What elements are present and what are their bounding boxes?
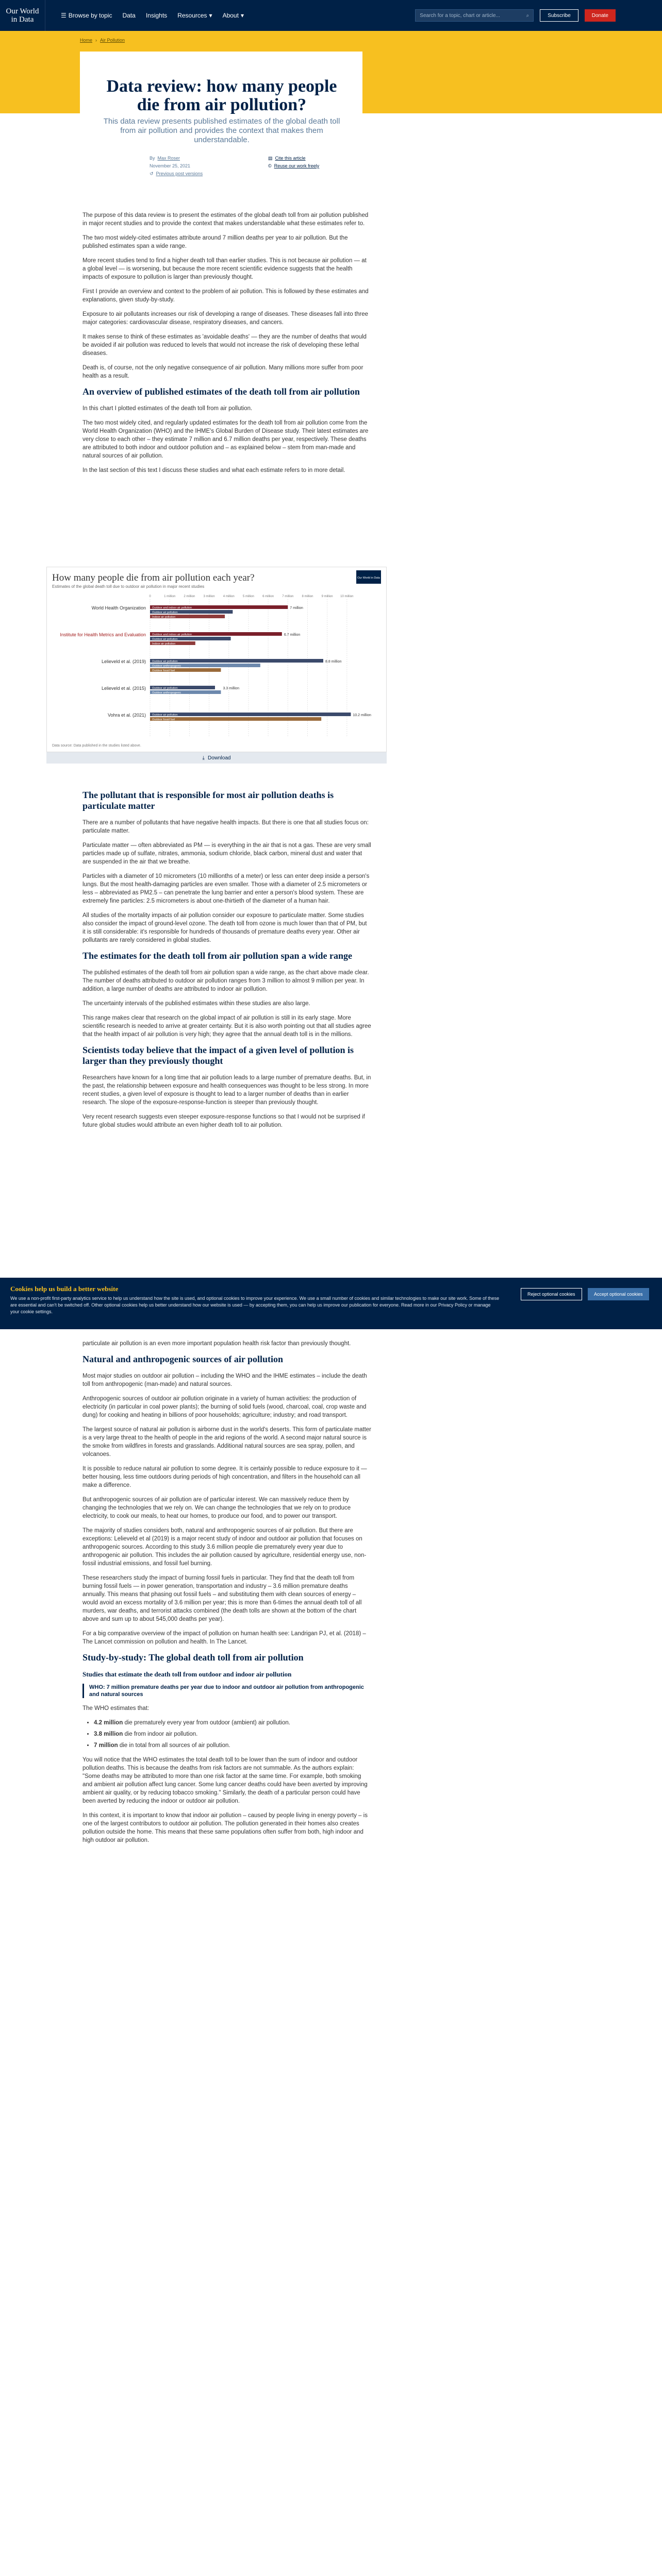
history-icon: ↺ bbox=[150, 171, 154, 176]
series-label: Outdoor and indoor air pollution bbox=[152, 606, 192, 609]
list-item-text: die from indoor air pollution. bbox=[123, 1731, 198, 1737]
tick-label: 0 bbox=[149, 595, 151, 598]
series-label: Outdoor air pollution bbox=[152, 714, 178, 717]
who-estimates-list bbox=[94, 1719, 371, 1750]
value-label: 8.8 million bbox=[325, 660, 342, 664]
nav-link-label: Browse by topic bbox=[68, 12, 112, 19]
value-label: 6.7 million bbox=[284, 633, 301, 637]
page-title: Data review: how many people die from air pollution? bbox=[106, 77, 337, 114]
series-label: Outdoor air pollution bbox=[152, 687, 178, 690]
article-actions bbox=[268, 155, 319, 170]
tick-label: 6 million bbox=[262, 595, 274, 598]
tick-label: 7 million bbox=[282, 595, 294, 598]
paragraph: It is possible to reduce natural air pollution to some degree. It is certainly possible to reduce exposure to it — better housing, less time outdoors during periods of high concentration, and filters in the household can all make a difference. bbox=[82, 1466, 367, 1488]
cookie-banner bbox=[0, 1278, 662, 1329]
series-label: Indoor air pollution bbox=[152, 642, 176, 646]
paragraph: In the last section of this text I discuss these studies and what each estimate refers to in more detail. bbox=[82, 467, 345, 473]
list-item-value: 7 million bbox=[94, 1742, 118, 1749]
paragraph: All studies of the mortality impacts of air pollution consider our exposure to particulate matter. Some studies also consider the impact of ground-level ozone. The death toll from ozone is much lower than that of PM, but it is still considerable: it's responsible for hundreds of thousands of premature deaths every year. Other air pollutants are rarely considered in global studies. bbox=[82, 912, 367, 943]
subsection-heading: Studies that estimate the death toll from outdoor and indoor air pollution bbox=[82, 1670, 292, 1678]
paragraph: In this context, it is important to know that indoor air pollution – caused by people living in energy poverty – is one of the largest contributors to outdoor air pollution. The pollution generated in their homes also creates pollution outside the home. This means that these same populations often suffer from both, high indoor and high outdoor air pollution. bbox=[82, 1812, 368, 1843]
tick-label: 9 million bbox=[321, 595, 333, 598]
tick-label: 8 million bbox=[302, 595, 313, 598]
paragraph: But anthropogenic sources of air pollution are of particular interest. We can massively reduce them by changing the technologies that we rely on. We can change the technologies that we rely on to produce electricity, to cook our meals, to heat our homes, to produce our food, and to power our transport. bbox=[82, 1497, 351, 1519]
search-icon: ⌕ bbox=[526, 12, 529, 19]
logo-line-2: in Data bbox=[11, 15, 34, 24]
reject-cookies-button[interactable]: Reject optional cookies bbox=[521, 1288, 582, 1300]
nav-insights[interactable]: Insights bbox=[145, 12, 168, 19]
article-meta bbox=[150, 155, 203, 178]
breadcrumb-topic[interactable]: Air Pollution bbox=[100, 38, 125, 43]
chart-categories bbox=[60, 605, 146, 718]
nav-resources[interactable] bbox=[177, 12, 212, 19]
section-heading: The estimates for the death toll from air pollution span a wide range bbox=[82, 951, 352, 961]
series-label: Outdoor anthropogenic bbox=[152, 665, 181, 668]
paragraph: The two most widely-cited estimates attribute around 7 million deaths per year to air pollution. But the published estimates span a wide range. bbox=[82, 235, 348, 249]
chart-canvas bbox=[47, 567, 386, 752]
paragraph: Researchers have known for a long time that air pollution leads to a large number of premature deaths. But, in the past, the relationship between exposure and health consequences was thought to be less strong. In more recent studies, a given level of exposure is thought to lead to a larger number of deaths than in earlier research. The slope of the exposure-response-function is steeper than previously thought. bbox=[82, 1075, 371, 1106]
death-toll-chart[interactable] bbox=[46, 567, 387, 752]
section-heading: An overview of published estimates of the death toll from air pollution bbox=[82, 386, 360, 397]
nav-browse-by-topic[interactable] bbox=[61, 12, 112, 19]
list-item-text: die prematurely every year from outdoor (ambient) air pollution. bbox=[123, 1720, 290, 1726]
paragraph: First I provide an overview and context to the problem of air pollution. This is followed by these estimates and explanations, given study-by-study. bbox=[82, 289, 369, 303]
top-navigation bbox=[0, 0, 662, 31]
page-subtitle: This data review presents published estimates of the global death toll from air pollution and provides the context that makes them understandable. bbox=[103, 117, 340, 144]
accept-cookies-button[interactable]: Accept optional cookies bbox=[588, 1288, 649, 1300]
value-label: 7 million bbox=[290, 606, 303, 610]
breadcrumb-separator: › bbox=[95, 38, 97, 43]
category-label: Lelieveld et al. (2019) bbox=[101, 659, 146, 664]
search-placeholder: Search for a topic, chart or article... bbox=[420, 12, 500, 19]
category-label: Institute for Health Metrics and Evaluation bbox=[60, 632, 146, 637]
nav-links bbox=[61, 12, 244, 19]
paragraph: For a big comparative overview of the impact of pollution on human health see: Landrigan PJ, et al. (2018) – The Lancet commission on pollution and health. In The Lancet. bbox=[82, 1631, 366, 1645]
by-label: By bbox=[150, 156, 155, 161]
section-heading: Natural and anthropogenic sources of air pollution bbox=[82, 1354, 284, 1364]
author-line bbox=[150, 155, 203, 162]
previous-versions-label: Previous post versions bbox=[156, 171, 203, 176]
series-label: Outdoor fossil fuel bbox=[152, 669, 175, 672]
owid-chart-logo: Our World in Data bbox=[357, 577, 380, 580]
tick-label: 1 million bbox=[164, 595, 176, 598]
tick-label: 2 million bbox=[184, 595, 195, 598]
search-input[interactable] bbox=[415, 9, 534, 22]
paragraph: You will notice that the WHO estimates the total death toll to be lower than the sum of indoor and outdoor pollution deaths. This is because the deaths from risk factors are not summable. As the authors explain: "Some deaths may be attributed to more than one risk factor at the same time. For example, both smoking and ambient air pollution affect lung cancer. Some lung cancer deaths could have been averted by improving ambient air quality, or by reducing tobacco smoking." Similarly, the death of a particular person could have been averted by reducing the indoor or outdoor air pollution. bbox=[82, 1757, 368, 1804]
series-label: Outdoor and indoor air pollution bbox=[152, 633, 192, 636]
category-label: World Health Organization bbox=[91, 605, 146, 611]
list-item bbox=[94, 1719, 371, 1727]
download-icon: ⤓ bbox=[202, 755, 205, 761]
paragraph: Exposure to air pollutants increases our risk of developing a range of diseases. These diseases fall into three major categories: cardiovascular disease, respiratory diseases, and cancers. bbox=[82, 311, 369, 326]
tick-label: 10 million bbox=[340, 595, 354, 598]
previous-versions-link[interactable] bbox=[150, 170, 203, 178]
paragraph: Particulate matter — often abbreviated as PM — is everything in the air that is not a gas. These are very small particles made up of sulfate, nitrates, ammonia, sodium chloride, black carbon, mineral dust and water that are suspended in the air that we breathe. bbox=[82, 842, 371, 865]
value-label: 3.3 million bbox=[223, 687, 239, 690]
breadcrumb bbox=[80, 38, 125, 43]
logo-line-1: Our World bbox=[6, 7, 39, 15]
tick-label: 5 million bbox=[242, 595, 254, 598]
reuse-label: Reuse our work freely bbox=[274, 163, 320, 168]
series-label: Outdoor anthropogenic bbox=[152, 691, 181, 694]
paragraph: The WHO estimates that: bbox=[82, 1705, 150, 1711]
series-label: Outdoor fossil fuel bbox=[152, 718, 175, 721]
nav-about[interactable] bbox=[223, 12, 244, 19]
chart-source: Data source: Data published in the studies listed above. bbox=[52, 744, 141, 748]
paragraph: Most major studies on outdoor air pollution – including the WHO and the IHME estimates – include the death toll from anthropogenic (man-made) and natural sources. bbox=[82, 1373, 367, 1387]
nav-data[interactable]: Data bbox=[122, 12, 136, 19]
category-label: Lelieveld et al. (2015) bbox=[101, 686, 146, 691]
tick-label: 4 million bbox=[223, 595, 235, 598]
cookie-title: Cookies help us build a better website bbox=[10, 1285, 119, 1293]
chart-title: How many people die from air pollution each year? bbox=[52, 572, 255, 583]
section-heading: Scientists today believe that the impact of a given level of pollution is larger than they previously thought bbox=[82, 1045, 354, 1066]
chevron-down-icon: ▾ bbox=[209, 12, 212, 19]
publish-date: November 25, 2021 bbox=[150, 163, 191, 168]
cite-label: Cite this article bbox=[275, 156, 306, 161]
paragraph: Very recent research suggests even steeper exposure-response functions so that I would not be surprised if future global studies would attribute an even higher death toll to air pollution. bbox=[82, 1114, 365, 1128]
paragraph: There are a number of pollutants that have negative health impacts. But there is one that all studies focus on: particulate matter. bbox=[82, 820, 369, 834]
paragraph: The uncertainty intervals of the published estimates within these studies are also large. bbox=[82, 1001, 310, 1007]
section-heading: The pollutant that is responsible for most air pollution deaths is particulate matter bbox=[82, 790, 334, 811]
section-heading: Study-by-study: The global death toll from air pollution bbox=[82, 1652, 304, 1663]
paragraph: The published estimates of the death toll from air pollution span a wide range, as the chart above made clear. The number of deaths attributed to outdoor air pollution ranges from 3 million to almost 9 million per year. In addition, a large number of deaths are attributed to indoor air pollution. bbox=[82, 970, 369, 992]
paragraph: particulate air pollution is an even more important population health risk factor than previously thought. bbox=[82, 1341, 351, 1347]
intro-section bbox=[82, 211, 371, 481]
paragraph: The purpose of this data review is to present the estimates of the global death toll from air pollution published in major recent studies and to provide the context that makes understandable what these estimates refer to. bbox=[82, 212, 369, 227]
later-sections bbox=[82, 1340, 371, 1851]
series-label: Outdoor air pollution bbox=[152, 638, 178, 641]
paragraph: The largest source of natural air pollution is airborne dust in the world's deserts. This form of particulate matter is a very large threat to the health of people in the arid regions of the world. A second major natural source is the smoke from wildfires in forests and grasslands. Additional natural sources are sea spray, pollen, and volcanoes. bbox=[82, 1427, 371, 1458]
nav-link-label: About bbox=[222, 12, 239, 19]
nav-link-label: Resources bbox=[177, 12, 207, 19]
cookie-text: We use a non-profit first-party analytics service to help us understand how the site is used, and optional cookies to improve your experience. We use a small number of cookies and similar technologies to make our site work. Some of these are essential and can't be switched off. Other optional cookies help us better understand how our website is used — by accepting them, you can help us improve our publication for everyone. Read more in our Privacy Policy or manage your cookie settings. bbox=[10, 1296, 500, 1314]
list-item-value: 3.8 million bbox=[94, 1731, 123, 1737]
list-item bbox=[94, 1741, 371, 1750]
main-sections bbox=[82, 786, 371, 1136]
key-finding: WHO: 7 million premature deaths per year due to indoor and outdoor air pollution from anthropogenic and natural sources bbox=[82, 1684, 371, 1698]
chevron-down-icon: ▾ bbox=[240, 12, 244, 19]
paragraph: Particles with a diameter of 10 micrometers (10 millionths of a meter) or less can enter deep inside a person's lungs. But the most health-damaging particles are even smaller. Those with a diameter of 2.5 micrometers or less – abbreviated as PM2.5 – can penetrate the lung barrier and enter a person's blood system. These are extremely fine particles: 2.5 micrometers is about one-thirtieth of the diameter of a human hair. bbox=[82, 873, 370, 904]
paragraph: In this chart I plotted estimates of the death toll from air pollution. bbox=[82, 405, 253, 412]
breadcrumb-home[interactable]: Home bbox=[80, 38, 93, 43]
bar[interactable] bbox=[150, 717, 321, 721]
nav-actions bbox=[415, 9, 662, 22]
chart-subtitle: Estimates of the global death toll due to outdoor air pollution in major recent studies bbox=[52, 584, 205, 589]
paragraph: This range makes clear that research on the global impact of air pollution is still in its early stage. More scientific research is needed to arrive at greater certainty. But it is also worth pointing out that all studies agree that the health impact of air pollution is very high; they agree that the annual death toll is in the millions. bbox=[82, 1015, 371, 1038]
bar[interactable] bbox=[150, 713, 351, 716]
paragraph: The two most widely cited, and regularly updated estimates for the death toll from air pollution come from the World Health Organization (WHO) and the IHME's Global Burden of Disease study. Their latest estimates are very close to each other – they estimate 7 million and 6.7 million deaths per year, respectively. These deaths are attributed to both indoor and outdoor pollution and – as explained below – stem from man-made and natural sources of air pollution. bbox=[82, 420, 369, 459]
paragraph: The majority of studies considers both, natural and anthropogenic sources of air pollution. But there are exceptions: Lelieveld et al (2019) is a major recent study of indoor and outdoor air pollution that focuses on anthropogenic sources. According to this study 3.6 million people die prematurely every year due to anthropogenic air pollution. This includes the air pollution caused by agriculture, residential energy use, non-fossil industrial emissions, and fossil fuel burning. bbox=[82, 1528, 367, 1567]
category-label: Vohra et al. (2021) bbox=[107, 713, 146, 718]
author-link[interactable]: Max Roser bbox=[157, 156, 180, 161]
download-label: Download bbox=[207, 755, 231, 761]
list-item bbox=[94, 1730, 371, 1738]
cite-link[interactable] bbox=[268, 155, 319, 162]
hamburger-icon: ☰ bbox=[61, 12, 67, 19]
list-item-text: die in total from all sources of air pollution. bbox=[118, 1742, 230, 1749]
series-label: Outdoor air pollution bbox=[152, 611, 178, 614]
value-label: 10.2 million bbox=[353, 714, 371, 717]
list-item-value: 4.2 million bbox=[94, 1720, 123, 1726]
book-icon: ▤ bbox=[268, 156, 273, 161]
license-icon: © bbox=[268, 163, 272, 168]
chart-bars bbox=[150, 605, 371, 721]
paragraph: These researchers study the impact of burning fossil fuels in particular. They find that the death toll from burning fossil fuels — in power generation, transportation and industry – 3.6 million premature deaths annually. This means that phasing out fossil fuels – and substituting them with clean sources of energy – would avoid an excess mortality of 3.6 million per year; this is more than 6-times the annual death toll of all murders, war deaths, and terrorist attacks combined (the death tolls are shown at the bottom of the chart above and sum up to about 545,000 deaths per year). bbox=[82, 1575, 362, 1622]
subscribe-button[interactable]: Subscribe bbox=[540, 9, 578, 22]
paragraph: It makes sense to think of these estimates as 'avoidable deaths' — they are the number of deaths that would be avoided if air pollution was reduced to levels that would not increase the risk of developing these lethal diseases. bbox=[82, 334, 367, 357]
paragraph: Death is, of course, not the only negative consequence of air pollution. Many millions more suffer from poor health as a result. bbox=[82, 365, 363, 379]
paragraph: Anthropogenic sources of outdoor air pollution originate in a variety of human activities: the production of electricity (in particular in coal power plants); the burning of solid fuels (wood, charcoal, coal, crop waste and dung) for cooking and heating in billions of poor households; agriculture; industry; and road transport. bbox=[82, 1396, 367, 1418]
series-label: Outdoor air pollution bbox=[152, 660, 178, 663]
series-label: Indoor air pollution bbox=[152, 616, 176, 619]
site-logo[interactable] bbox=[0, 0, 45, 31]
reuse-link[interactable] bbox=[268, 162, 319, 170]
donate-button[interactable]: Donate bbox=[585, 9, 616, 22]
download-button[interactable] bbox=[46, 752, 387, 764]
paragraph: More recent studies tend to find a higher death toll than earlier studies. This is not because air pollution — at a global level — is worsening, but because the more recent scientific evidence suggests that the health impacts of exposure to pollution is larger than previously thought. bbox=[82, 258, 367, 280]
tick-label: 3 million bbox=[203, 595, 215, 598]
